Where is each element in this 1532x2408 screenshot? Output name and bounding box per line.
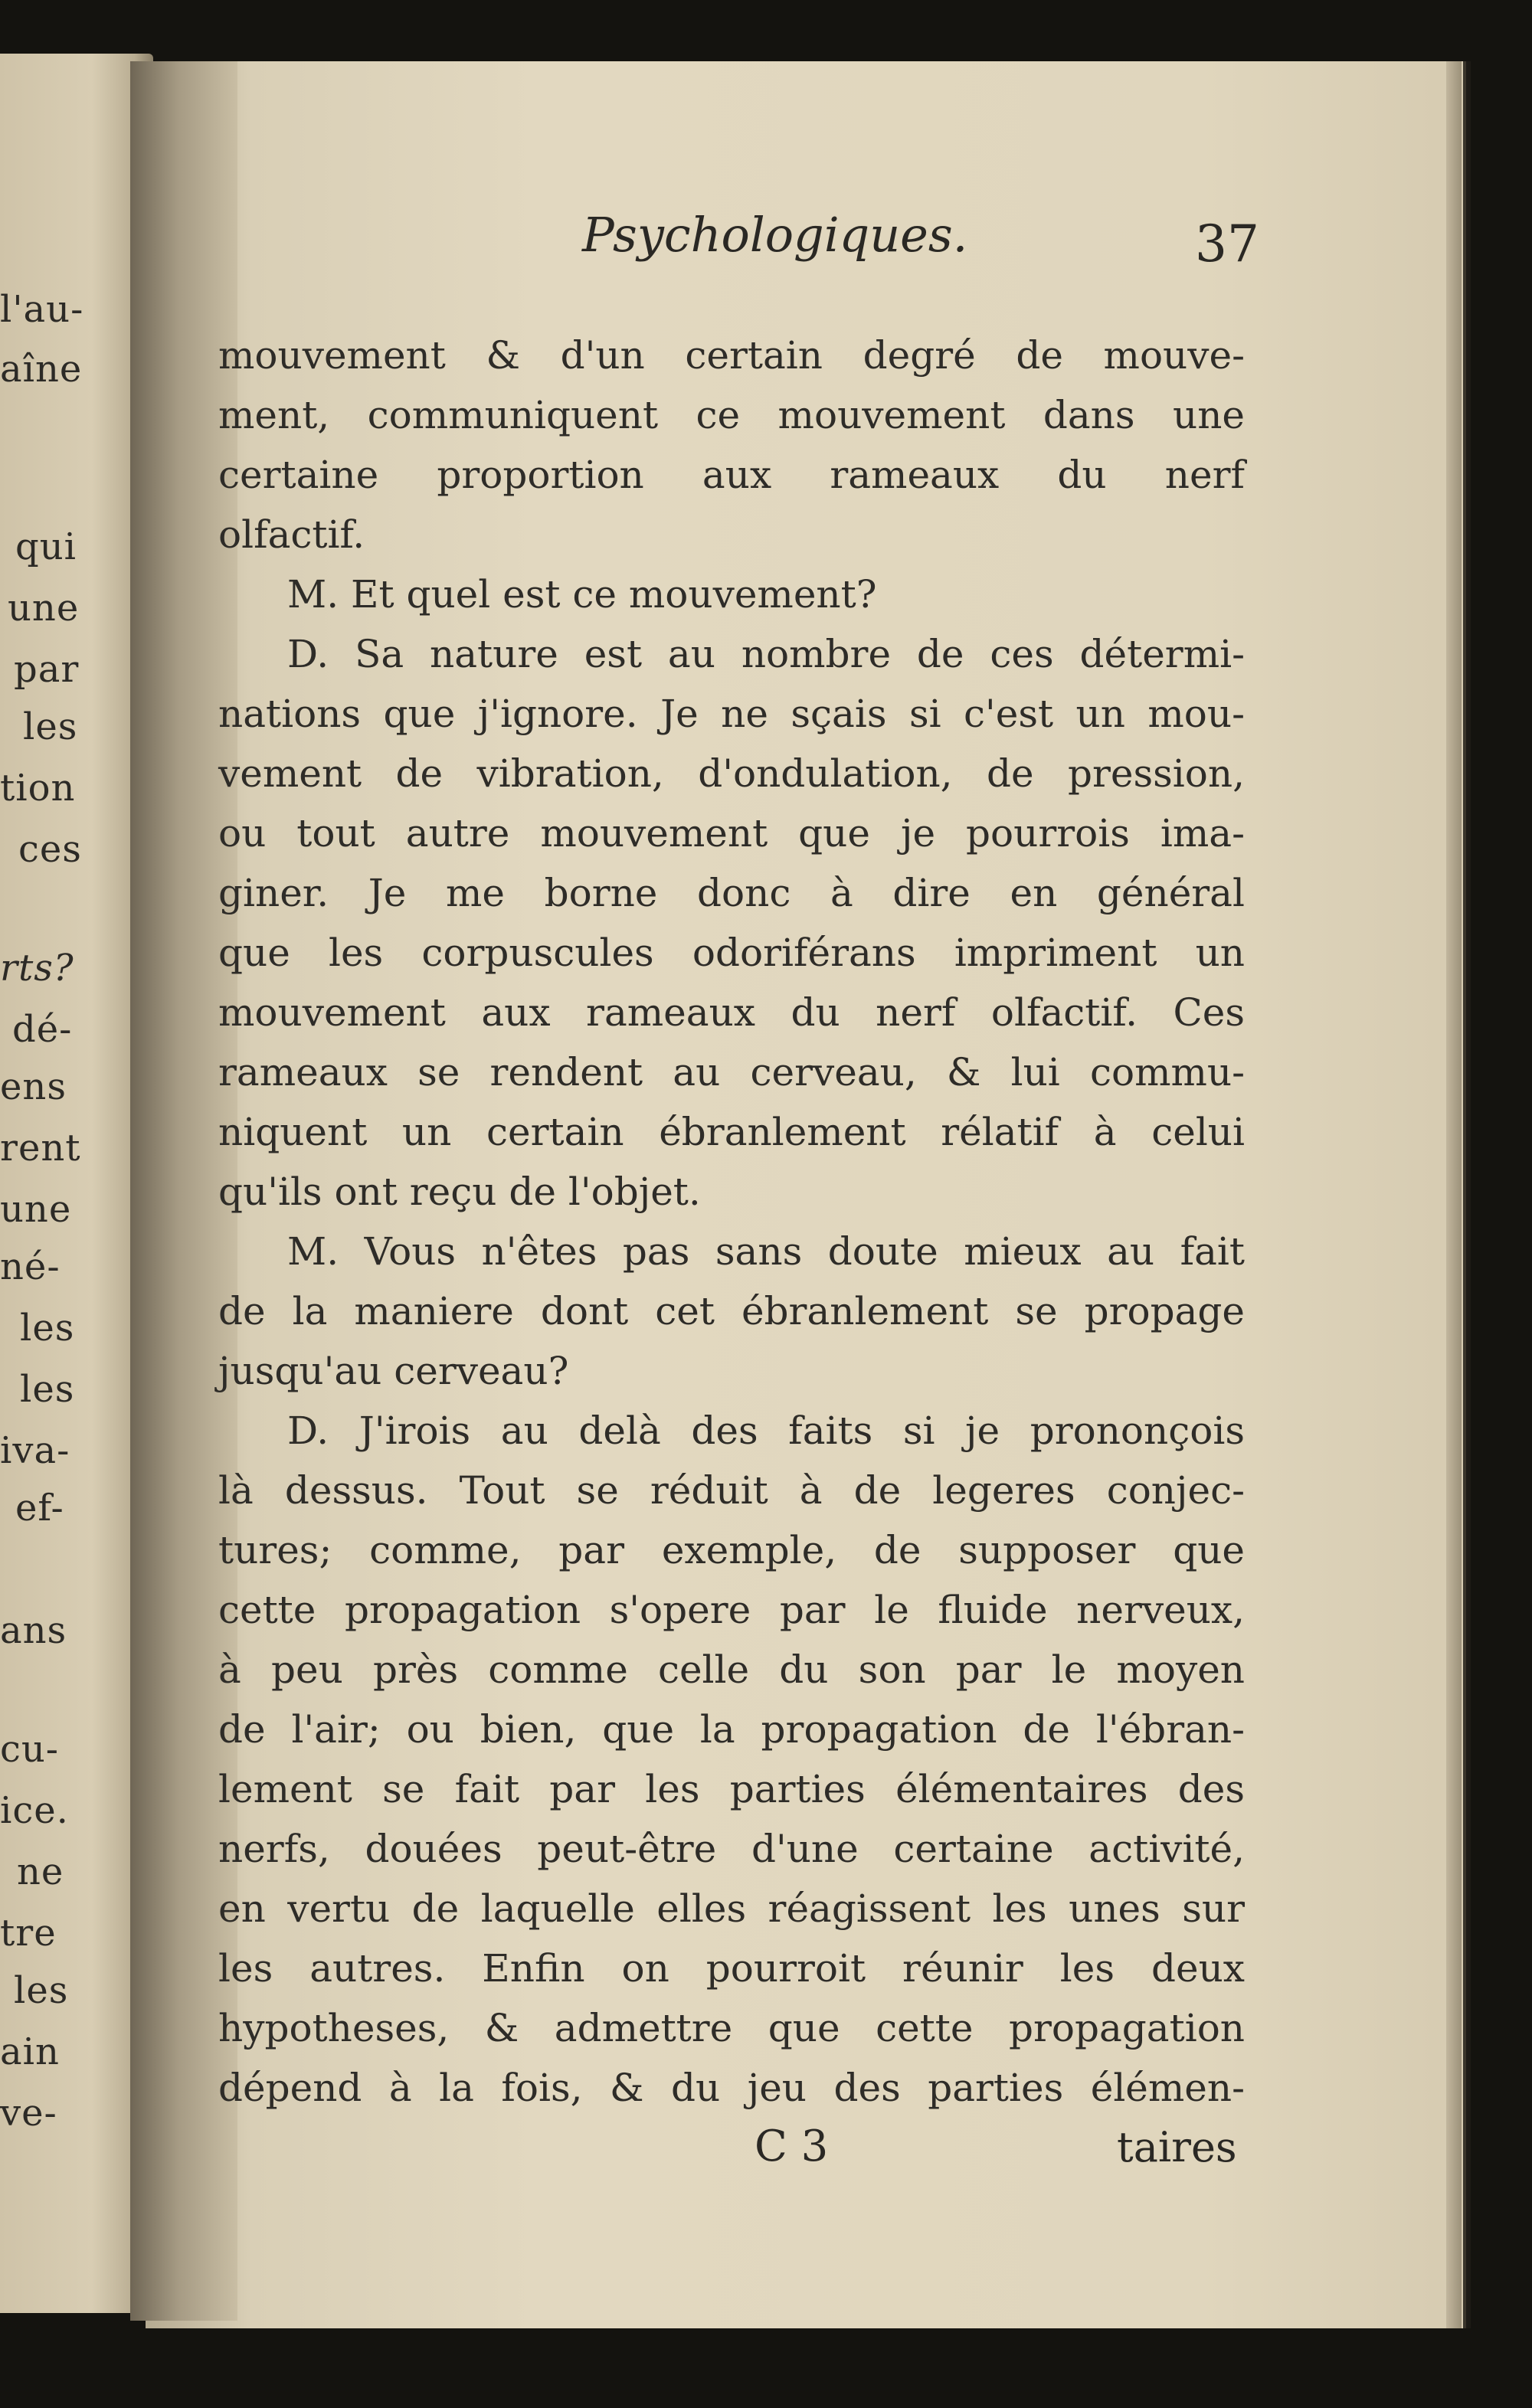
text-line: dépend à la fois, & du jeu des parties élémen- <box>218 2066 1245 2110</box>
text-line: là dessus. Tout se réduit à de legeres conjec- <box>218 1468 1245 1513</box>
left-margin-fragment: ve- <box>0 2092 57 2135</box>
text-line: mouvement aux rameaux du nerf olfactif. Ces <box>218 990 1245 1035</box>
left-margin-fragment: une <box>8 587 80 630</box>
left-margin-fragment: l'au- <box>0 288 84 331</box>
text-line: olfactif. <box>218 512 365 557</box>
left-margin-fragment: les <box>14 1969 69 2012</box>
left-margin-fragment: qui <box>15 525 77 568</box>
left-margin-fragment: cu- <box>0 1728 60 1771</box>
text-line: niquent un certain ébranlement rélatif à celui <box>218 1110 1245 1154</box>
left-margin-fragment: par <box>14 648 80 691</box>
text-line: que les corpuscules odoriférans impriment un <box>218 931 1245 975</box>
text-line: de la maniere dont cet ébranlement se propage <box>218 1289 1245 1333</box>
text-line: ment, communiquent ce mouvement dans une <box>218 393 1245 437</box>
text-line: rameaux se rendent au cerveau, & lui commu- <box>218 1050 1245 1094</box>
text-line: M. Et quel est ce mouvement? <box>287 572 877 617</box>
text-line: jusqu'au cerveau? <box>218 1349 569 1393</box>
text-line: hypotheses, & admettre que cette propagation <box>218 2006 1245 2050</box>
text-line: tures; comme, par exemple, de supposer que <box>218 1528 1245 1572</box>
text-line: à peu près comme celle du son par le moyen <box>218 1647 1245 1692</box>
text-line: qu'ils ont reçu de l'objet. <box>218 1170 701 1214</box>
text-line: en vertu de laquelle elles réagissent les unes sur <box>218 1886 1245 1931</box>
text-line: D. J'irois au delà des faits si je prononçois <box>287 1408 1245 1453</box>
body-text <box>218 326 1245 2118</box>
text-line: les autres. Enfin on pourroit réunir les deux <box>218 1946 1245 1991</box>
text-line: cette propagation s'opere par le fluide nerveux, <box>218 1588 1245 1632</box>
catchword: taires <box>1117 2123 1237 2171</box>
page-edge <box>1446 61 1462 2328</box>
text-line: nations que j'ignore. Je ne sçais si c'est un mou- <box>218 692 1245 736</box>
text-line: ou tout autre mouvement que je pourrois ima- <box>218 811 1245 856</box>
text-line: de l'air; ou bien, que la propagation de l'ébran- <box>218 1707 1245 1752</box>
left-margin-fragment: les <box>20 1307 75 1350</box>
left-margin-fragment: iva- <box>0 1429 70 1472</box>
left-margin-fragment: ces <box>18 828 82 871</box>
text-line: giner. Je me borne donc à dire en général <box>218 871 1245 915</box>
left-margin-fragment: ice. <box>0 1789 69 1832</box>
left-margin-fragment: ens <box>0 1065 67 1108</box>
text-line: nerfs, douées peut-être d'une certaine activité, <box>218 1827 1245 1871</box>
left-margin-fragment: les <box>20 1368 75 1411</box>
left-margin-fragment: ne <box>17 1850 64 1893</box>
left-margin-fragment: les <box>23 705 78 748</box>
left-margin-fragment: rent <box>0 1127 81 1170</box>
text-line: certaine proportion aux rameaux du nerf <box>218 453 1245 497</box>
left-margin-fragment: dé- <box>12 1008 73 1051</box>
text-line: D. Sa nature est au nombre de ces détermi- <box>287 632 1245 676</box>
left-margin-fragment: aîne <box>0 348 83 391</box>
left-margin-fragment: ef- <box>15 1487 64 1530</box>
left-margin-fragment: rts? <box>0 947 74 990</box>
left-margin-fragment: né- <box>0 1245 61 1288</box>
left-margin-fragment: ans <box>0 1609 67 1652</box>
text-line: vement de vibration, d'ondulation, de pression, <box>218 751 1245 796</box>
left-margin-fragment: tion <box>0 767 76 810</box>
running-head: Psychologiques. <box>582 207 968 263</box>
signature-mark: C 3 <box>755 2122 829 2171</box>
text-line: mouvement & d'un certain degré de mouve- <box>218 333 1245 378</box>
text-line: M. Vous n'êtes pas sans doute mieux au fait <box>287 1229 1245 1274</box>
text-line: lement se fait par les parties élémentaires des <box>218 1767 1245 1811</box>
left-margin-fragment: ain <box>0 2030 60 2073</box>
page-number: 37 <box>1195 214 1259 273</box>
left-margin-fragment: tre <box>0 1912 57 1955</box>
left-margin-fragment: une <box>0 1188 72 1231</box>
